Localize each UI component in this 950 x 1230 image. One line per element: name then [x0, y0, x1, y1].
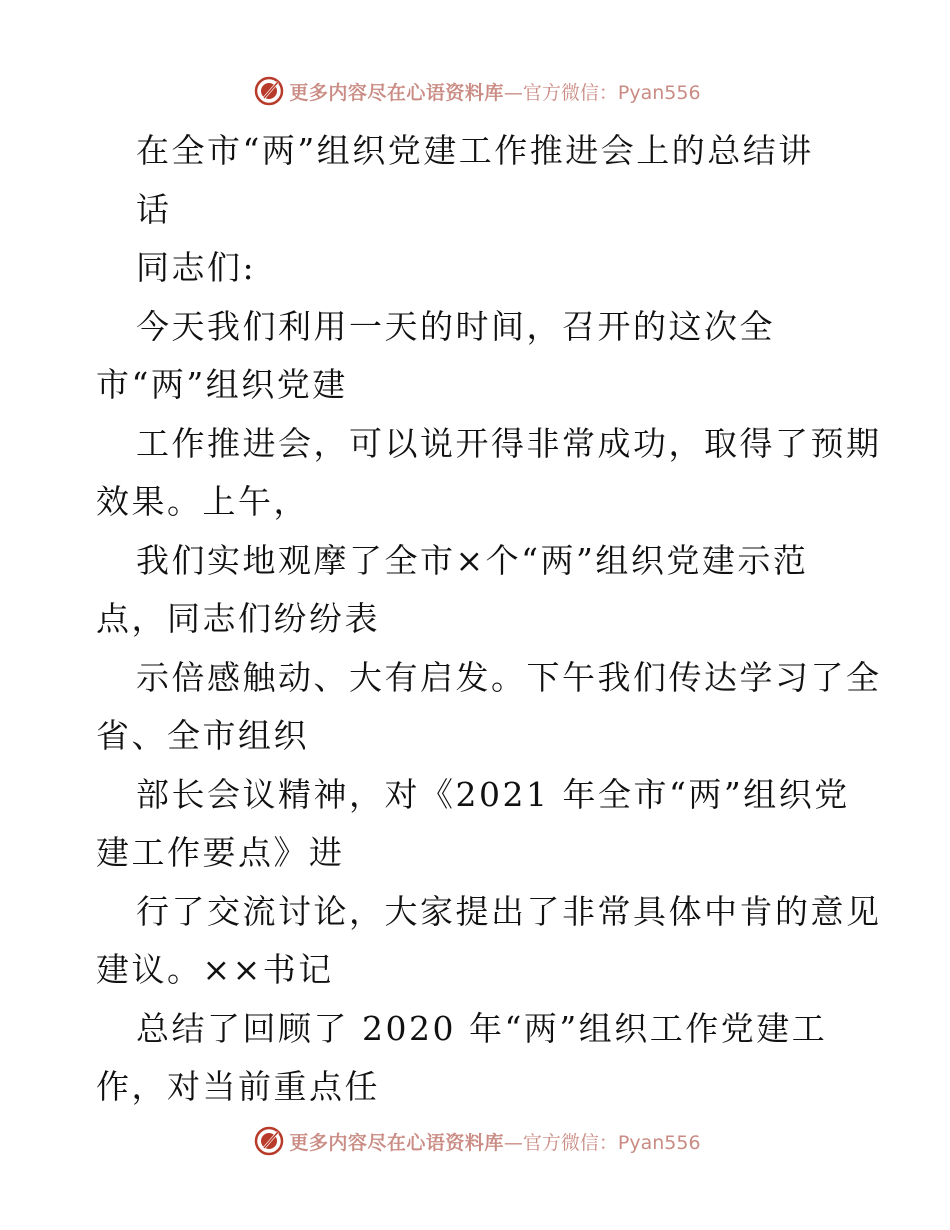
doc-line: 省、全市组织	[96, 716, 309, 755]
doc-line: 话	[136, 189, 172, 229]
doc-line: 建工作要点》进	[96, 833, 345, 872]
doc-line: 建议。××书记	[96, 950, 334, 989]
doc-line: 作，对当前重点任	[96, 1067, 380, 1106]
doc-line: 我们实地观摩了全市×个“两”组织党建示范	[136, 540, 809, 580]
footer-watermark	[0, 1121, 950, 1161]
doc-line: 示倍感触动、大有启发。下午我们传达学习了全	[136, 657, 882, 697]
watermark-text: 更多内容尽在心语资料库	[289, 1131, 504, 1154]
document-body	[96, 122, 882, 1117]
watermark-wechat: —官方微信：Pyan556	[503, 1131, 701, 1154]
doc-line: 工作推进会，可以说开得非常成功，取得了预期	[136, 423, 882, 463]
doc-line: 同志们:	[136, 248, 257, 287]
doc-line: 部长会议精神，对《2021 年全市“两”组织党	[136, 774, 850, 814]
quill-logo-icon	[253, 1125, 285, 1157]
doc-line: 效果。上午，	[96, 482, 309, 521]
quill-logo-icon	[253, 75, 285, 107]
watermark-wechat: —官方微信：Pyan556	[503, 81, 701, 104]
doc-line: 点，同志们纷纷表	[96, 599, 380, 638]
doc-line: 行了交流讨论，大家提出了非常具体中肯的意见	[136, 891, 882, 931]
doc-line: 总结了回顾了 2020 年“两”组织工作党建工	[136, 1008, 828, 1048]
header-watermark	[0, 71, 950, 111]
doc-line: 市“两”组织党建	[96, 365, 348, 404]
doc-line: 今天我们利用一天的时间，召开的这次全	[136, 306, 775, 346]
doc-line: 在全市“两”组织党建工作推进会上的总结讲	[136, 131, 814, 170]
watermark-text: 更多内容尽在心语资料库	[289, 81, 504, 104]
